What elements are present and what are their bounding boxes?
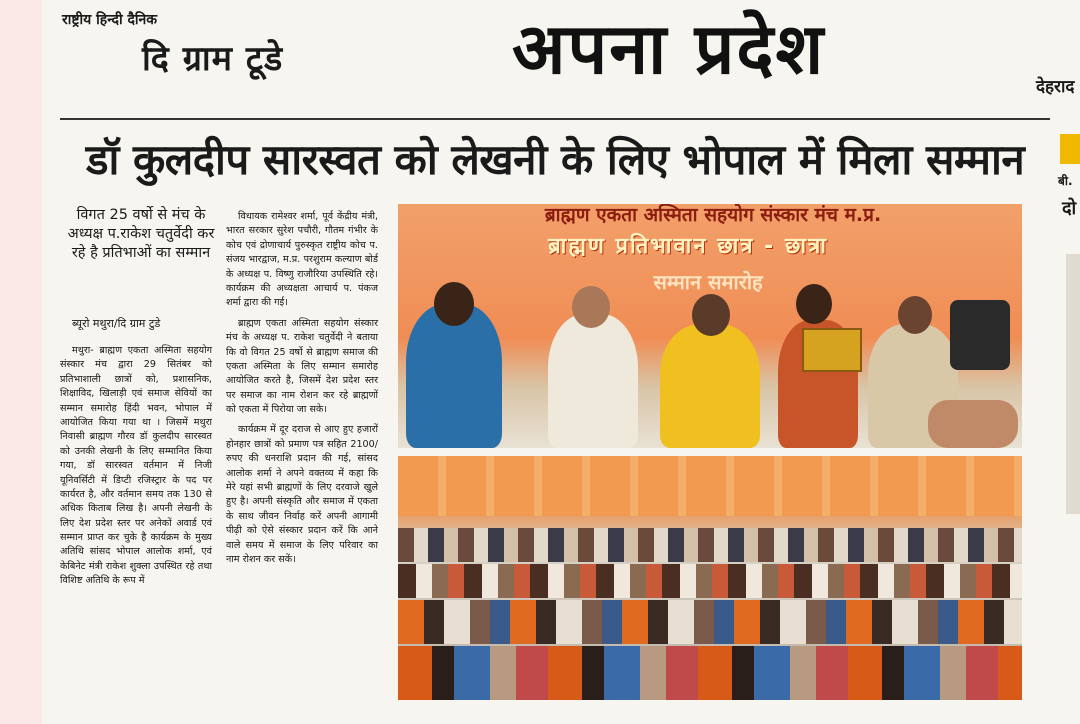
camera-icon [950,300,1010,370]
person-awardee-yellow [660,324,760,448]
person-head [434,282,474,326]
paragraph: मथुरा- ब्राह्मण एकता अस्मिता सहयोग संस्कार मंच द्वारा 29 सितंबर को प्रतिभाशाली छात्रों को, प्रशासनिक, शिक्षाविद, खिलाड़ी एवं समाज सेवियों का सम्मान समारोह हिंदी भवन, भोपाल में आयोजित किया गया था । जिसमें मथुरा निवासी ब्राह्मण गौरव डॉ कुलदीप सारस्वत को उनकी लेखनी के लिए सम्मानित किया गया, डॉ सारस्वत वर्तमान में निजी यूनिवर्सिटी में डिप्टी रजिस्ट्रार के पद पर कार्यरत है, और वर्तमान समय तक 130 से अधिक किताब लिख है। अपनी लेखनी के लिए देश प्रदेश स्तर पर अनेकों अवार्ड एवं सम्मान प्राप्त कर चुके है कार्यक्रम के मुख्य अतिथि सांसद भोपाल आलोक शर्मा, एवं केबिनेट मंत्री राकेश शुक्ला उपस्थित रहे तथा विशिष्ट अतिथि के रूप में [60,345,212,587]
tagline: राष्ट्रीय हिन्दी दैनिक [62,12,158,28]
article-byline: ब्यूरो मथुरा/दि ग्राम टुडे [72,317,161,330]
photographer-hand [928,400,1018,448]
adjacent-column-cropped [1052,124,1080,724]
sidebar-photo [1066,254,1080,514]
person-head [796,284,832,324]
audience-row [398,600,1022,644]
audience-photo [398,456,1022,700]
article-column-1 [60,344,212,595]
person-head [898,296,932,334]
event-banner-title: ब्राह्मण एकता अस्मिता सहयोग संस्कार मंच म.प्र. [544,204,882,226]
person-guest-white [548,314,638,448]
person-head [692,294,730,336]
audience-row-front [398,646,1022,700]
paragraph: कार्यक्रम में दूर दराज से आए हुए हजारों होनहार छात्रों को प्रमाण पत्र सहित 2100/ रुपए की धनराशि प्रदान की गई, सांसद आलोक शर्मा ने अपने वक्तव्य में कहा कि मेरे यहां सभी ब्राह्मणों के लिए दरवाजे खुले हुए है। अपनी संस्कृति और समाज में एकता के साथ जीवन निर्वाह करें अपनी आगामी पीढ़ी को ऐसे संस्कार प्रदान करें कि आने वाले समय में समाज के लिए परिवार का नाम रोशन कर सकें। [226,424,378,565]
article-column-2 [226,210,378,573]
paragraph: विधायक रामेश्वर शर्मा, पूर्व केंद्रीय मंत्री, भारत सरकार सुरेश पचौरी, गौतम गंभीर के कोच एवं द्रोणाचार्य पुरुस्कृत राष्ट्रीय कोच प. संजय भारद्वाज, म.प्र. परशुराम कल्याण बोर्ड के अध्यक्ष प. विष्णु राजौरिया उपस्थिति रहे। कार्यक्रम की अध्यक्षता आचार्य प. पंकज शर्मा द्वारा की गई। [226,211,378,309]
publication-name: दि ग्राम टूडे [142,39,284,79]
article-headline: डॉ कुलदीप सारस्वत को लेखनी के लिए भोपाल में मिला सम्मान [86,135,1025,184]
event-banner-caption: सम्मान समारोह [653,270,763,294]
header-divider [60,118,1050,120]
sidebar-text: बी. [1058,174,1073,188]
paragraph: ब्राह्मण एकता अस्मिता सहयोग संस्कार मंच के अध्यक्ष प. राकेश चतुर्वेदी ने बताया कि वो विगत 25 वर्षो से ब्राह्मण समाज की एकता अस्मिता के लिए सम्मान समारोह आयोजित करते है, जिसमें देश प्रदेश स्तर पर समाज का नाम रोशन कर रहे ब्राह्मणों को एकता में पिरोया जा सके। [226,317,378,416]
page-title: अपना प्रदेश [512,8,826,90]
award-ceremony-photo [398,204,1022,448]
sidebar-badge [1060,134,1080,164]
article-subhead: विगत 25 वर्षो से मंच के अध्यक्ष प.राकेश चतुर्वेदी कर रहे है प्रतिभाओं का सम्मान [67,207,215,262]
stage-drapes [398,456,1022,516]
city-label: देहराद [1036,77,1075,97]
page-margin [0,0,42,724]
sidebar-text: दो [1062,198,1077,219]
next-article-headline-cropped [60,704,1050,724]
award-plaque [802,328,862,372]
event-banner-subtitle: ब्राह्मण प्रतिभावान छात्र - छात्रा [548,234,828,259]
person-head [572,286,610,328]
audience-row [398,564,1022,598]
audience-row [398,528,1022,562]
